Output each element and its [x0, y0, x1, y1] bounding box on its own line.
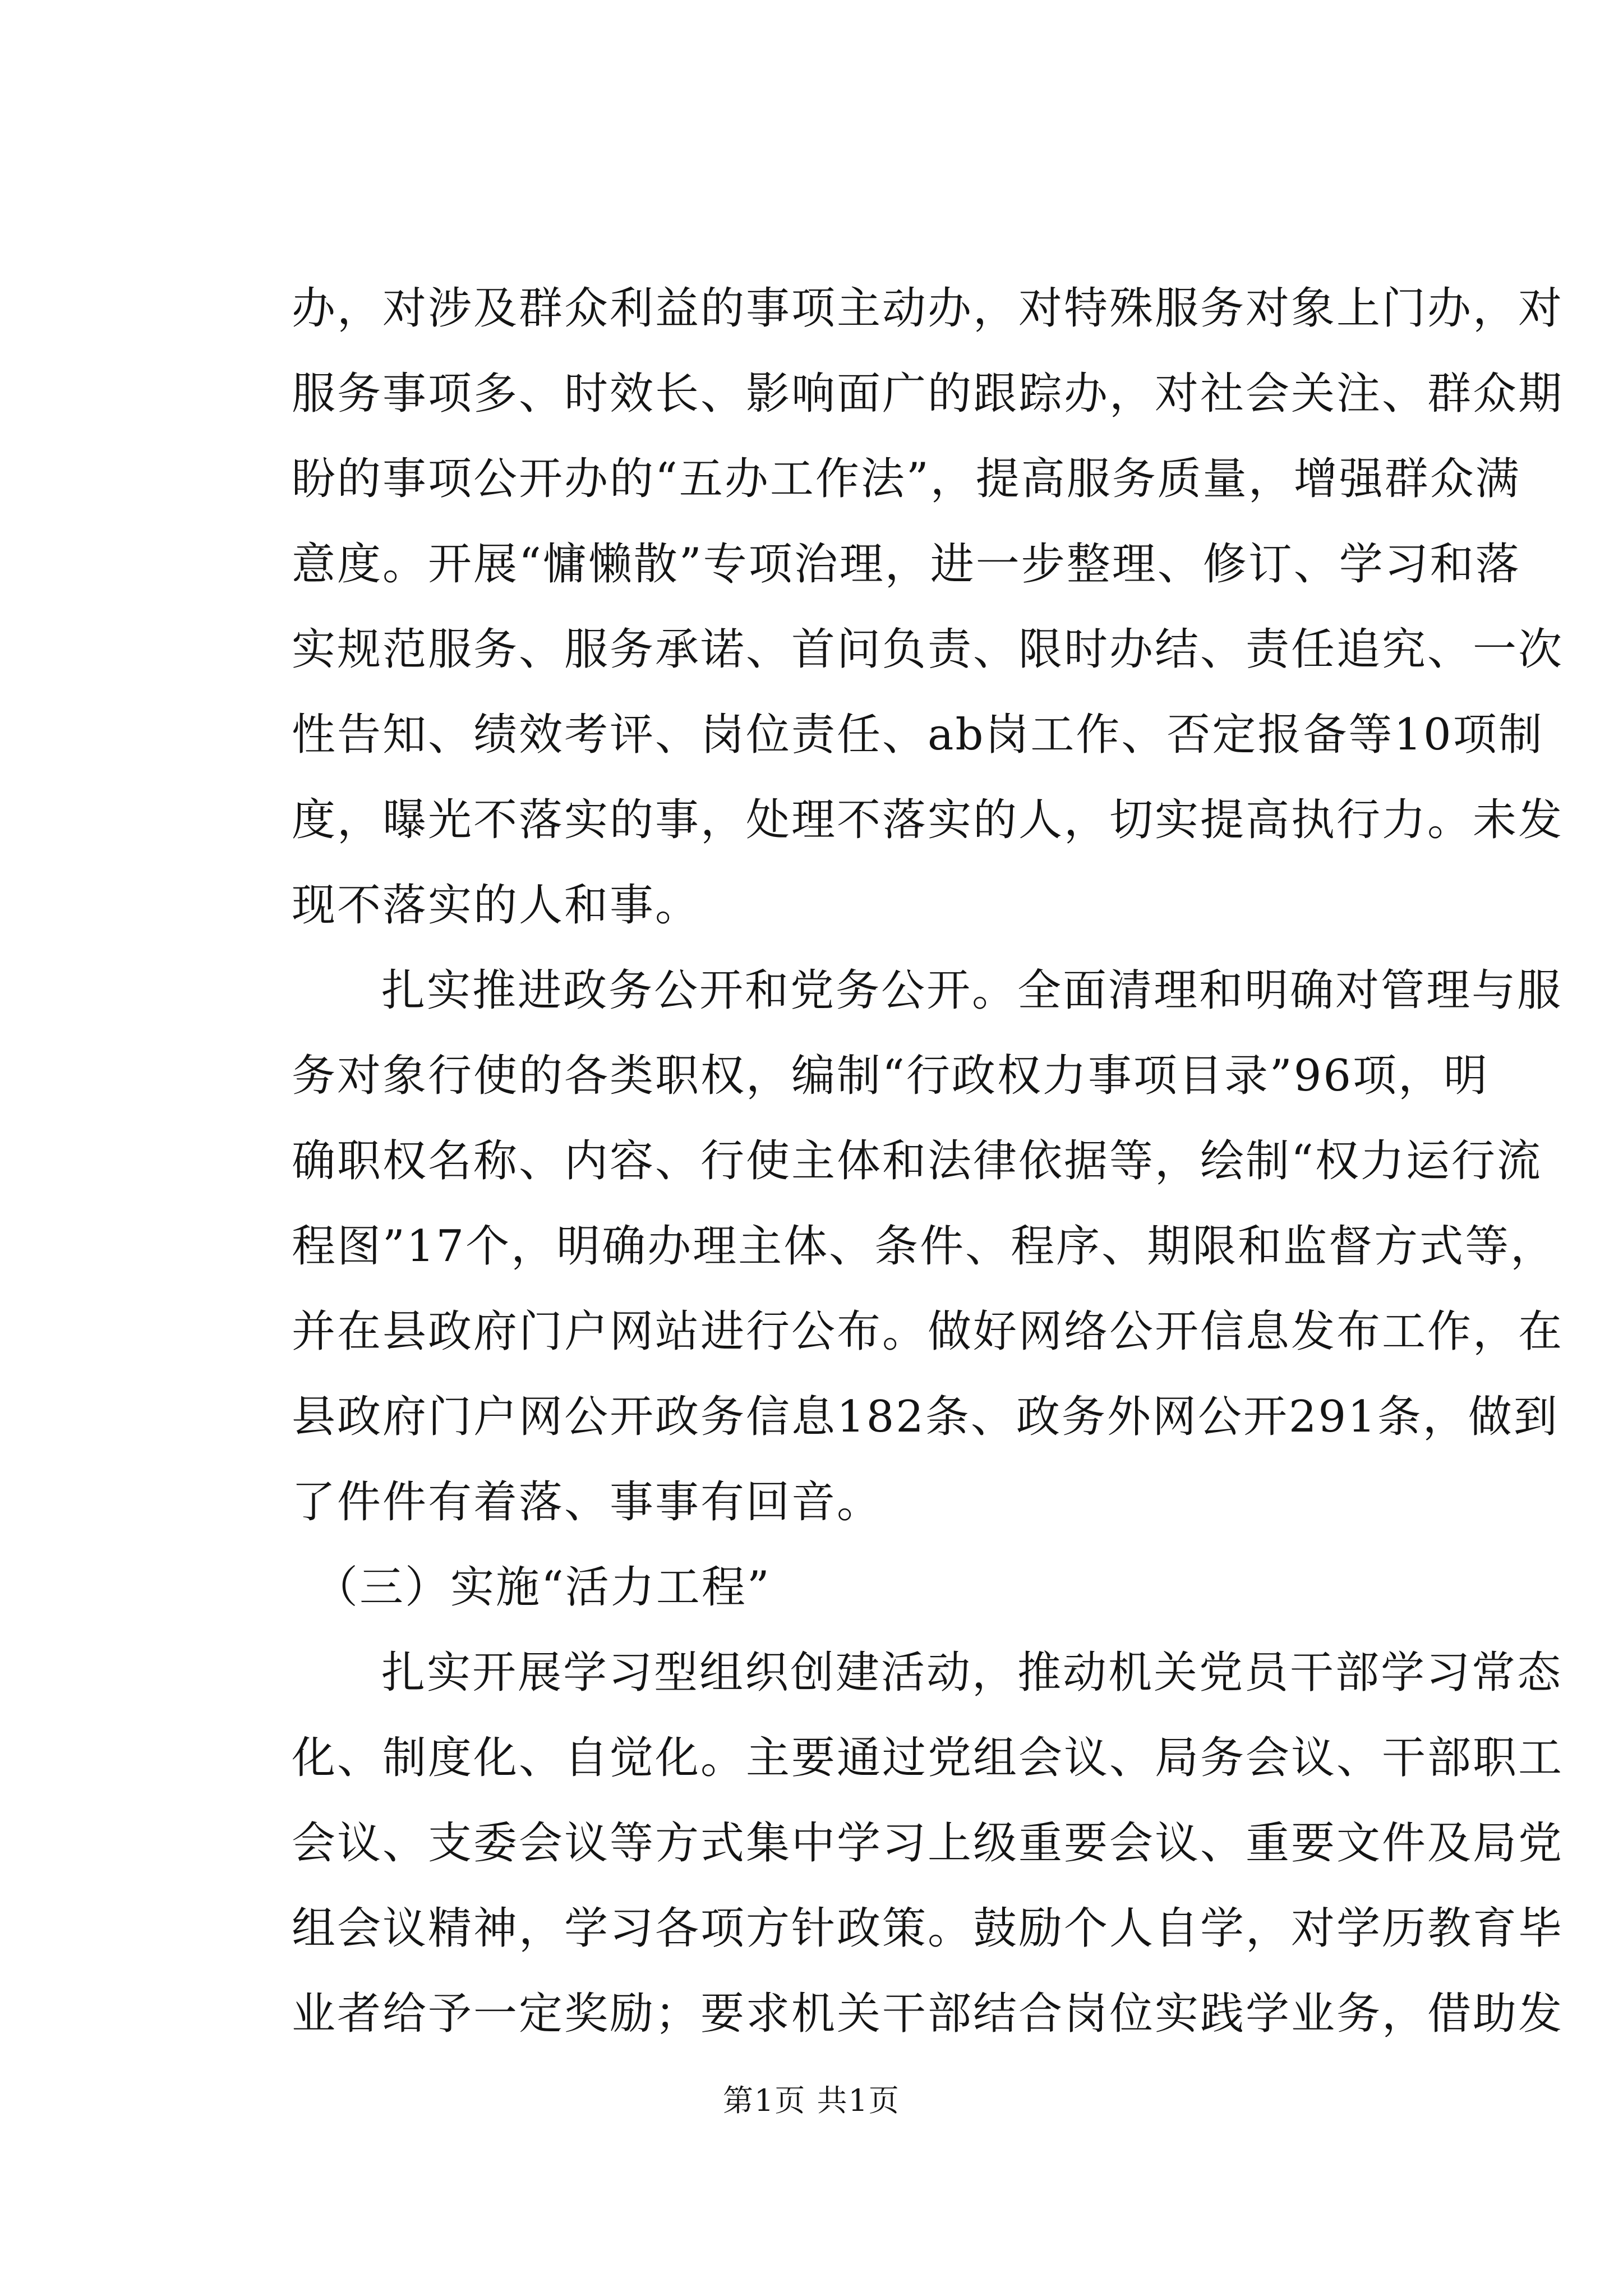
paragraph-line: 性告知、绩效考评、岗位责任、ab岗工作、否定报备等10项制: [292, 710, 1544, 760]
paragraph-line: 盼的事项公开办的“五办工作法”，提高服务质量，增强群众满: [292, 454, 1521, 504]
paragraph-line: 实规范服务、服务承诺、首问负责、限时办结、责任追究、一次: [292, 624, 1564, 675]
paragraph-line: 业者给予一定奖励；要求机关干部结合岗位实践学业务，借助发: [292, 1989, 1564, 2039]
paragraph-line: 并在县政府门户网站进行公布。做好网络公开信息发布工作，在: [292, 1306, 1564, 1357]
paragraph-line: 组会议精神，学习各项方针政策。鼓励个人自学，对学历教育毕: [292, 1903, 1564, 1954]
paragraph-line: 了件件有着落、事事有回音。: [292, 1477, 883, 1527]
section-heading: （三）实施“活力工程”: [314, 1562, 771, 1613]
paragraph-line: 确职权名称、内容、行使主体和法律依据等，绘制“权力运行流: [292, 1136, 1542, 1186]
paragraph-line: 现不落实的人和事。: [292, 880, 701, 931]
paragraph-line: 务对象行使的各类职权，编制“行政权力事项目录”96项，明: [292, 1051, 1490, 1101]
paragraph-line: 化、制度化、自觉化。主要通过党组会议、局务会议、干部职工: [292, 1733, 1564, 1783]
paragraph-line: 县政府门户网公开政务信息182条、政务外网公开291条，做到: [292, 1392, 1559, 1442]
paragraph-line: 服务事项多、时效长、影响面广的跟踪办，对社会关注、群众期: [292, 369, 1564, 419]
paragraph-line: 扎实推进政务公开和党务公开。全面清理和明确对管理与服: [381, 965, 1563, 1016]
paragraph-line: 办，对涉及群众利益的事项主动办，对特殊服务对象上门办，对: [292, 283, 1564, 334]
paragraph-line: 程图”17个，明确办理主体、条件、程序、期限和监督方式等，: [292, 1221, 1556, 1272]
paragraph-line: 会议、支委会议等方式集中学习上级重要会议、重要文件及局党: [292, 1818, 1564, 1869]
paragraph-line: 意度。开展“慵懒散”专项治理，进一步整理、修订、学习和落: [292, 539, 1521, 590]
paragraph-line: 扎实开展学习型组织创建活动，推动机关党员干部学习常态: [381, 1648, 1563, 1698]
page-footer: 第1页 共1页: [723, 2083, 900, 2118]
paragraph-line: 度，曝光不落实的事，处理不落实的人，切实提高执行力。未发: [292, 795, 1564, 845]
